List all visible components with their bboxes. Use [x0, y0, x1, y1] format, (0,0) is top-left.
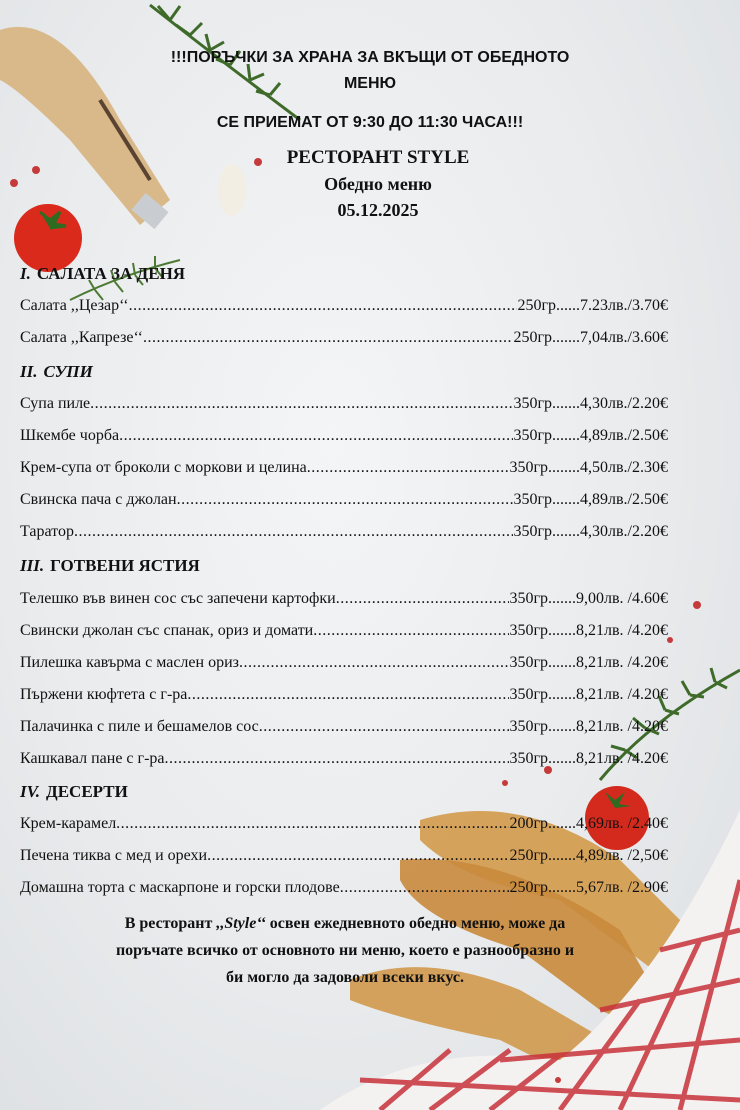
menu-item-name: Свински джолан със спанак, ориз и домати	[20, 622, 314, 639]
menu-item-price: 350гр.......4,30лв./2.20€	[513, 395, 668, 412]
order-notice-line1: !!!ПОРЪЧКИ ЗА ХРАНА ЗА ВКЪЩИ ОТ ОБЕДНОТО МЕНЮ	[170, 49, 570, 92]
dot-leader	[90, 395, 513, 413]
menu-item	[20, 427, 668, 449]
dot-leader	[259, 718, 510, 736]
dot-leader	[177, 491, 514, 509]
menu-item	[20, 395, 668, 417]
dot-leader	[165, 750, 510, 768]
footer-text: освен ежедневното обедно меню, може да поръчате всичко от основното ни меню, което е разнообразно и би могло да задоволи всеки вкус.	[115, 915, 575, 986]
dot-leader	[119, 427, 513, 445]
menu-item	[20, 622, 668, 644]
menu-item-name: Свинска пача с джолан	[20, 491, 177, 508]
menu-subtitle: Обедно меню	[324, 174, 432, 194]
menu-item-price: 350гр.......8,21лв. /4.20€	[509, 718, 668, 735]
menu-item	[20, 654, 668, 676]
section-title: ДЕСЕРТИ	[46, 782, 128, 801]
menu-item	[20, 329, 668, 351]
menu-item-name: Супа пиле	[20, 395, 91, 412]
section-number: I.	[20, 264, 31, 283]
restaurant-name: РЕСТОРАНТ STYLE	[286, 147, 470, 168]
menu-item	[20, 879, 668, 901]
menu-item-name: Крем-карамел	[20, 815, 117, 832]
dot-leader	[239, 654, 510, 672]
menu-item-name: Таратор	[20, 523, 74, 540]
menu-item-name: Салата ,,Цезар‘‘	[20, 297, 129, 314]
dot-leader	[307, 459, 510, 477]
menu-item-price: 200гр.......4,69лв. /2.40€	[509, 815, 668, 832]
menu-item-name: Палачинка с пиле и бешамелов сос	[20, 718, 259, 735]
menu-item-price: 350гр.......4,89лв./2.50€	[513, 427, 668, 444]
menu-item	[20, 750, 668, 772]
menu-item-name: Салата ,,Капрезе‘‘	[20, 329, 143, 346]
dot-leader	[313, 622, 509, 640]
menu-item-name: Крем-супа от броколи с моркови и целина	[20, 459, 307, 476]
menu-item-price: 250гр.......7,04лв./3.60€	[513, 329, 668, 346]
menu-item-name: Домашна торта с маскарпоне и горски плодове	[20, 879, 340, 896]
footer-prefix: В ресторант	[124, 915, 217, 932]
menu-item-name: Печена тиква с мед и орехи	[20, 847, 208, 864]
section-heading-cooked-dishes	[20, 556, 200, 576]
menu-item-name: Пилешка кавърма с маслен ориз	[20, 654, 239, 671]
menu-item	[20, 847, 668, 869]
section-number: III.	[20, 556, 45, 575]
order-notice-line2: СЕ ПРИЕМАТ ОТ 9:30 ДО 11:30 ЧАСА!!!	[216, 114, 524, 131]
menu-item-price: 350гр.......4,89лв./2.50€	[513, 491, 668, 508]
menu-item	[20, 590, 668, 612]
section-heading-salads	[20, 264, 185, 284]
menu-item-name: Шкембе чорба	[20, 427, 120, 444]
menu-item-name: Телешко във винен сос със запечени картофки	[20, 590, 336, 607]
menu-item-name: Пържени кюфтета с г-ра	[20, 686, 188, 703]
tomato-image-left	[14, 204, 82, 272]
menu-item-price: 250гр.......4,89лв. /2,50€	[509, 847, 668, 864]
menu-item-price: 350гр.......4,30лв./2.20€	[513, 523, 668, 540]
menu-date: 05.12.2025	[337, 200, 419, 220]
section-heading-desserts	[20, 782, 128, 802]
menu-item	[20, 459, 668, 481]
dot-leader	[187, 686, 509, 704]
menu-item-price: 350гр.......8,21лв. /4.20€	[509, 750, 668, 767]
menu-item-price: 350гр.......8,21лв. /4.20€	[509, 686, 668, 703]
dot-leader	[207, 847, 509, 865]
dot-leader	[336, 590, 510, 608]
section-title: САЛАТА ЗА ДЕНЯ	[36, 264, 186, 283]
menu-item	[20, 297, 668, 319]
menu-item-name: Кашкавал пане с г-ра	[20, 750, 165, 767]
section-heading-soups	[20, 362, 93, 382]
dot-leader	[129, 297, 518, 315]
dot-leader	[143, 329, 513, 347]
menu-item-price: 350гр........4,50лв./2.30€	[509, 459, 668, 476]
menu-item	[20, 491, 668, 513]
section-title: ГОТВЕНИ ЯСТИЯ	[50, 556, 200, 575]
menu-item	[20, 815, 668, 837]
pepper-grinder-image	[0, 27, 170, 229]
section-title: СУПИ	[43, 362, 93, 381]
menu-item-price: 350гр.......9,00лв. /4.60€	[509, 590, 668, 607]
menu-item	[20, 718, 668, 740]
section-number: II.	[20, 362, 38, 381]
dot-leader	[74, 523, 514, 541]
footer-brand: ,,Style‘‘	[216, 915, 266, 932]
dot-leader	[340, 879, 510, 897]
section-number: IV.	[20, 782, 41, 801]
menu-item	[20, 523, 668, 545]
menu-item-price: 350гр.......8,21лв. /4.20€	[509, 654, 668, 671]
footer-note	[110, 910, 580, 991]
dot-leader	[116, 815, 509, 833]
menu-item-price: 250гр.......5,67лв. /2.90€	[509, 879, 668, 896]
menu-item-price: 350гр.......8,21лв. /4.20€	[509, 622, 668, 639]
menu-item	[20, 686, 668, 708]
menu-item-price: 250гр......7.23лв./3.70€	[517, 297, 668, 314]
